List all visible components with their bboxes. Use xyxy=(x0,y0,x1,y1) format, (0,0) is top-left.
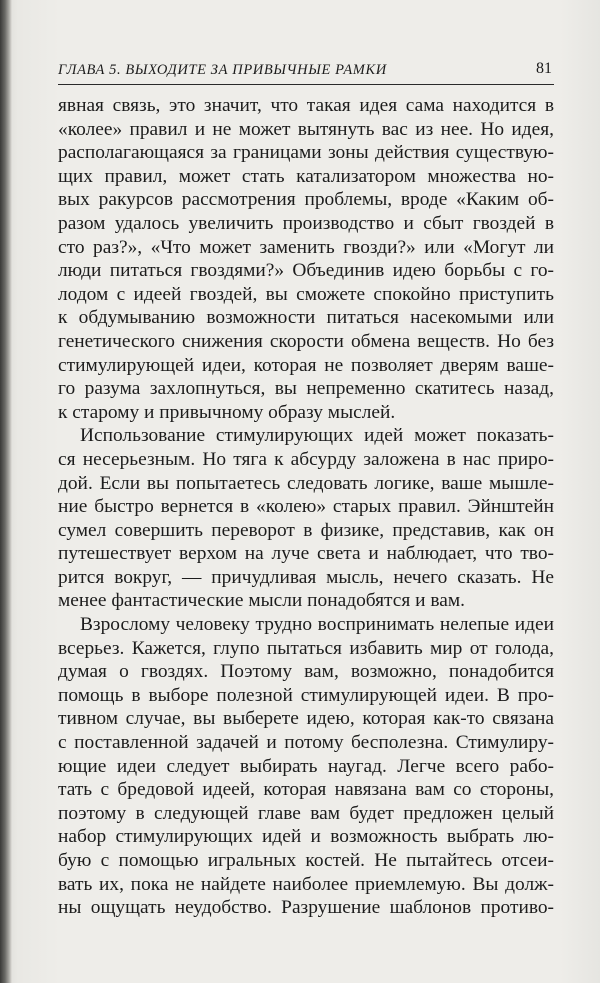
text-line: тать с бредовой идеей, которая навязана вам со стороны, xyxy=(58,779,554,801)
text-line: располагающаяся за границами зоны действия существую- xyxy=(58,142,554,164)
header-rule xyxy=(58,84,554,85)
text-line: ся несерьезным. Но тяга к абсурду заложена в нас приро- xyxy=(58,448,554,470)
text-line: явная связь, это значит, что такая идея сама находится в xyxy=(58,95,554,116)
text-line: вых ракурсов рассмотрения проблемы, вроде «Каким об- xyxy=(58,189,554,211)
text-line: го разума захлопнуться, вы непременно скатитесь назад, xyxy=(58,378,554,400)
text-line: стимулирующей идеи, которая не позволяет дверям ваше- xyxy=(58,354,554,376)
text-line: поэтому в следующей главе вам будет предложен целый xyxy=(58,802,554,824)
text-line: дой. Если вы попытаетесь следовать логике, ваше мышле- xyxy=(58,472,554,494)
paragraph xyxy=(58,424,554,613)
text-line: сто раз?», «Что может заменить гвозди?» или «Могут ли xyxy=(58,236,554,258)
text-line: помощь в выборе полезной стимулирующей идеи. В про- xyxy=(58,684,554,706)
paragraph xyxy=(58,94,554,424)
page-header xyxy=(58,60,554,84)
text-line: думая о гвоздях. Поэтому вам, возможно, понадобится xyxy=(58,661,554,683)
paragraph xyxy=(58,613,554,920)
text-line: к обдумыванию возможности питаться насекомыми или xyxy=(58,307,554,329)
text-line: к старому и привычному образу мыслей. xyxy=(58,401,396,423)
text-line: с поставленной задачей и потому бесполезна. Стимулиру- xyxy=(58,732,554,754)
text-line: Взрослому человеку трудно воспринимать нелепые идеи xyxy=(80,614,554,636)
text-line: генетического снижения скорости обмена веществ. Но без xyxy=(58,330,554,352)
text-line: разом удалось увеличить производство и сбыт гвоздей в xyxy=(58,212,554,234)
text-line: «колее» правил и не может вытянуть вас из нее. Но идея, xyxy=(58,118,554,140)
text-line: вать их, пока не найдете наиболее приемлемую. Вы долж- xyxy=(58,873,554,895)
text-line: рится вокруг, — причудливая мысль, нечего сказать. Не xyxy=(58,566,554,588)
text-line: ние быстро вернется в «колею» старых правил. Эйнштейн xyxy=(58,496,554,518)
text-line: тивном случае, вы выберете идею, которая как-то связана xyxy=(58,708,554,730)
book-spine-shadow xyxy=(0,0,12,983)
text-line: лодом с идеей гвоздей, вы сможете спокойно приступить xyxy=(58,283,554,305)
text-line: сумел совершить переворот в физике, представив, как он xyxy=(58,519,554,541)
text-line: Использование стимулирующих идей может показать- xyxy=(80,425,554,447)
text-line: ющие идеи следует выбирать наугад. Легче всего рабо- xyxy=(58,755,554,777)
page-number: 81 xyxy=(536,60,552,77)
text-line: бую с помощью игральных костей. Не пытайтесь отсеи- xyxy=(58,850,554,871)
running-head: ГЛАВА 5. ВЫХОДИТЕ ЗА ПРИВЫЧНЫЕ РАМКИ xyxy=(58,62,387,78)
text-line: путешествует верхом на луче света и наблюдает, что тво- xyxy=(58,543,554,565)
text-line: ны ощущать неудобство. Разрушение шаблонов противо- xyxy=(58,897,554,919)
text-line: щих правил, может стать катализатором множества но- xyxy=(58,165,554,187)
body-text xyxy=(58,94,554,920)
text-line: менее фантастические мысли понадобятся и вам. xyxy=(58,590,465,612)
text-line: набор стимулирующих идей и возможность выбрать лю- xyxy=(58,826,554,848)
text-line: всерьез. Кажется, глупо пытаться избавить мир от голода, xyxy=(58,637,554,659)
text-line: люди питаться гвоздями?» Объединив идею борьбы с го- xyxy=(58,260,554,282)
